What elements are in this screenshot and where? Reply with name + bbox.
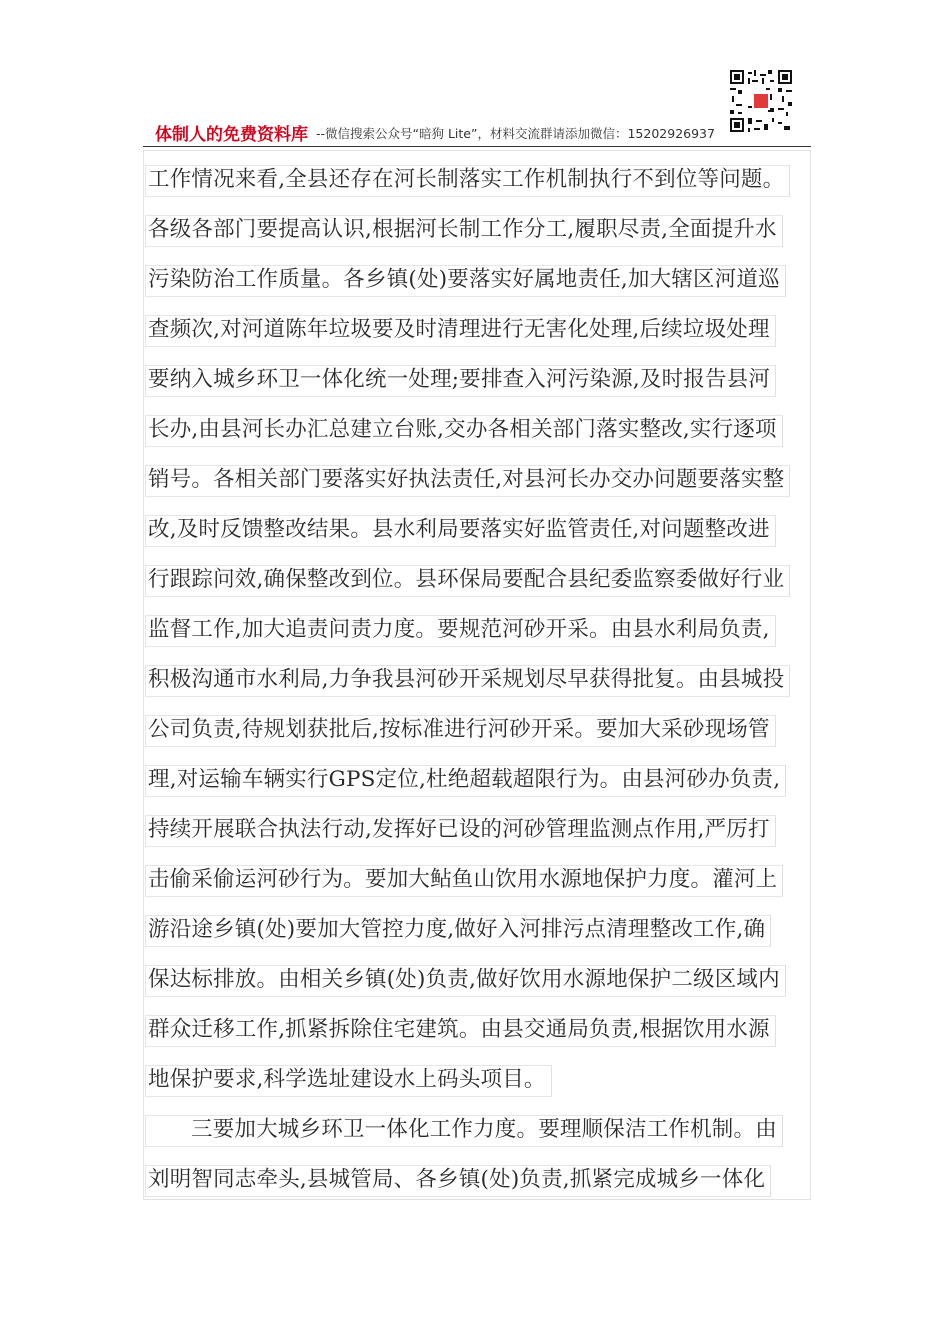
text-line: 污染防治工作质量。各乡镇(处)要落实好属地责任,加大辖区河道巡 bbox=[148, 260, 780, 300]
text-line: 长办,由县河长办汇总建立台账,交办各相关部门落实整改,实行逐项 bbox=[148, 410, 777, 450]
text-line: 公司负责,待规划获批后,按标准进行河砂开采。要加大采砂现场管 bbox=[148, 710, 770, 750]
text-line: 击偷采偷运河砂行为。要加大鲇鱼山饮用水源地保护力度。灌河上 bbox=[148, 860, 777, 900]
text-line: 监督工作,加大追责问责力度。要规范河砂开采。由县水利局负责, bbox=[148, 610, 770, 650]
text-line: 改,及时反馈整改结果。县水利局要落实好监管责任,对问题整改进 bbox=[148, 510, 770, 550]
brand-title: 体制人的免费资料库 bbox=[155, 125, 308, 145]
text-line: 游沿途乡镇(处)要加大管控力度,做好入河排污点清理整改工作,确 bbox=[148, 910, 765, 950]
text-line: 地保护要求,科学选址建设水上码头项目。 bbox=[148, 1060, 546, 1100]
text-line: 保达标排放。由相关乡镇(处)负责,做好饮用水源地保护二级区域内 bbox=[148, 960, 780, 1000]
text-line: 持续开展联合执法行动,发挥好已设的河砂管理监测点作用,严厉打 bbox=[148, 810, 770, 850]
text-line: 要纳入城乡环卫一体化统一处理;要排查入河污染源,及时报告县河 bbox=[148, 360, 770, 400]
text-line: 刘明智同志牵头,县城管局、各乡镇(处)负责,抓紧完成城乡一体化 bbox=[148, 1160, 765, 1200]
text-line: 各级各部门要提高认识,根据河长制工作分工,履职尽责,全面提升水 bbox=[148, 210, 777, 250]
text-line: 销号。各相关部门要落实好执法责任,对县河长办交办问题要落实整 bbox=[148, 460, 784, 500]
text-line: 三要加大城乡环卫一体化工作力度。要理顺保洁工作机制。由 bbox=[148, 1110, 777, 1150]
qr-code-icon bbox=[730, 70, 792, 132]
text-line: 工作情况来看,全县还存在河长制落实工作机制执行不到位等问题。 bbox=[148, 160, 784, 200]
header-info: --微信搜索公众号“暗狗 Lite”，材料交流群请添加微信：15202926937 bbox=[316, 126, 715, 141]
text-line: 群众迁移工作,抓紧拆除住宅建筑。由县交通局负责,根据饮用水源 bbox=[148, 1010, 770, 1050]
text-line: 积极沟通市水利局,力争我县河砂开采规划尽早获得批复。由县城投 bbox=[148, 660, 784, 700]
text-line: 行跟踪问效,确保整改到位。县环保局要配合县纪委监察委做好行业 bbox=[148, 560, 784, 600]
page-header bbox=[143, 118, 811, 147]
text-line: 理,对运输车辆实行GPS定位,杜绝超载超限行为。由县河砂办负责, bbox=[148, 760, 780, 800]
text-line: 查频次,对河道陈年垃圾要及时清理进行无害化处理,后续垃圾处理 bbox=[148, 310, 770, 350]
